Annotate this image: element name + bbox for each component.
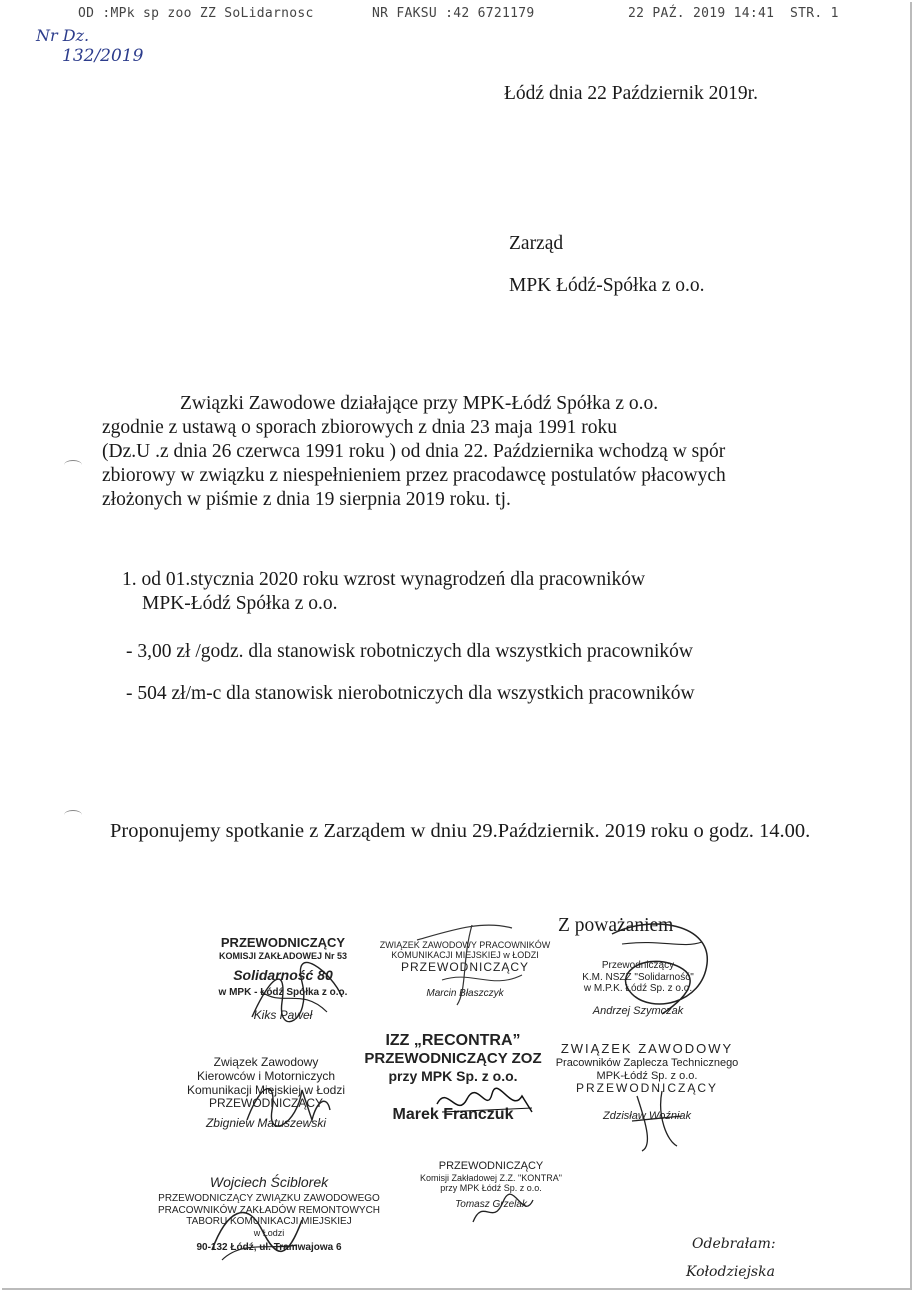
stamp-line: w Łodzi xyxy=(253,1227,285,1238)
registry-note-label: Nr Dz. xyxy=(36,26,90,45)
fax-number: NR FAKSU :42 6721179 xyxy=(372,6,535,21)
stamp-line: 90-132 Łódź, ul. Tramwajowa 6 xyxy=(196,1241,342,1253)
closing-phrase: Z poważaniem xyxy=(558,915,674,936)
stamp-line: w MPK - Łódź Spółka z o.o. xyxy=(218,987,348,999)
stamp-line: PRZEWODNICZĄCY xyxy=(220,935,346,950)
fax-page: STR. 1 xyxy=(790,6,839,21)
body-line-5: złożonych w piśmie z dnia 19 sierpnia 2019 roku. tj. xyxy=(102,489,511,510)
stamp-name: Wojciech Ściblorek xyxy=(209,1174,329,1190)
stamp-name: Marcin Błaszczyk xyxy=(426,988,504,1000)
stamp-line: PRZEWODNICZĄCY xyxy=(209,1096,323,1111)
punch-hole-mark xyxy=(64,810,82,820)
signature-scribble xyxy=(592,914,722,1024)
stamp-line: KOMUNIKACJI MIEJSKIEJ w ŁODZI xyxy=(391,950,539,961)
demand-sub-1: - 3,00 zł /godz. dla stanowisk robotniczych dla wszystkich pracowników xyxy=(126,641,693,662)
stamp-line: PRZEWODNICZĄCY ZWIĄZKU ZAWODOWEGO xyxy=(158,1193,380,1205)
demand-sub-2: - 504 zł/m-c dla stanowisk nierobotniczych dla wszystkich pracowników xyxy=(126,683,695,704)
stamp-line: Kierowców i Motorniczych xyxy=(196,1068,336,1083)
stamp-line: Związek Zawodowy xyxy=(213,1055,319,1069)
stamp-line: ZWIĄZEK ZAWODOWY PRACOWNIKÓW xyxy=(379,940,551,950)
place-date: Łódź dnia 22 Październik 2019r. xyxy=(504,83,758,104)
signature-scribble xyxy=(242,1080,332,1130)
stamp-line: IZZ „RECONTRA” xyxy=(385,1032,521,1049)
stamp-line: przy MPK Łódź Sp. z o.o. xyxy=(440,1182,542,1193)
stamp-name: Zbigniew Matuszewski xyxy=(205,1116,327,1131)
stamp-line: MPK-Łódź Sp. z o.o. xyxy=(596,1069,698,1082)
body-line-2: zgodnie z ustawą o sporach zbiorowych z dnia 23 maja 1991 roku xyxy=(102,417,617,438)
signature-scribble xyxy=(432,1084,542,1124)
registry-note-number: 132/2019 xyxy=(62,46,144,66)
stamp-line: Solidarność 80 xyxy=(233,967,333,984)
demand-item-1: 1. od 01.stycznia 2020 roku wzrost wynagrodzeń dla pracowników xyxy=(122,569,646,590)
signature-scribble xyxy=(242,962,352,1032)
stamp-line: PRZEWODNICZĄCY xyxy=(576,1081,718,1096)
recipient-line-2: MPK Łódź-Spółka z o.o. xyxy=(509,275,705,296)
fax-timestamp: 22 PAŹ. 2019 14:41 xyxy=(628,6,775,21)
stamp-line: PRZEWODNICZĄCY xyxy=(401,959,529,974)
stamp-line: PRZEWODNICZĄCY xyxy=(438,1160,544,1172)
body-line-4: zbiorowy w związku z niespełnieniem przez pracodawcę postulatów płacowych xyxy=(102,465,726,486)
stamp-name: Marek Franczuk xyxy=(392,1105,514,1123)
stamp-line: w M.P.K. Łódź Sp. z o.o. xyxy=(583,983,693,994)
body-line-3: (Dz.U .z dnia 26 czerwca 1991 roku ) od dnia 22. Października wchodzą w spór xyxy=(102,441,726,462)
stamp-line: PRACOWNIKÓW ZAKŁADÓW REMONTOWYCH xyxy=(157,1204,381,1216)
signature-scribble xyxy=(412,920,542,1010)
stamp-line: Komunikacji Miejskiej w Łodzi xyxy=(186,1082,346,1097)
stamp-line: TABORU KOMUNIKACJI MIEJSKIEJ xyxy=(186,1216,352,1228)
body-line-1: Związki Zawodowe działające przy MPK-Łódź Spółka z o.o. xyxy=(180,393,659,414)
stamp-line: KOMISJI ZAKŁADOWEJ Nr 53 xyxy=(218,950,348,961)
stamp-line: K.M. NSZZ "Solidarność" xyxy=(582,971,694,983)
stamp-name: Tomasz Grzelak xyxy=(455,1199,527,1211)
received-note-label: Odebrałam: xyxy=(692,1236,776,1252)
received-note-signature: Kołodziejska xyxy=(686,1264,775,1280)
stamp-line: Przewodniczący xyxy=(601,960,675,971)
stamp-line: Pracowników Zaplecza Technicznego xyxy=(555,1056,739,1069)
stamp-line: Komisji Zakładowej Z.Z. "KONTRA" xyxy=(420,1172,562,1183)
meeting-proposal: Proponujemy spotkanie z Zarządem w dniu 29.Październik. 2019 roku o godz. 14.00. xyxy=(110,820,811,842)
stamp-line: przy MPK Sp. z o.o. xyxy=(388,1067,518,1084)
document-page xyxy=(2,2,912,1290)
stamp-name: Zdzisław Woźniak xyxy=(602,1110,692,1123)
signature-scribble xyxy=(202,1200,312,1270)
punch-hole-mark xyxy=(64,460,82,470)
fax-sender: OD :MPk sp zoo ZZ SoLidarnosc xyxy=(78,6,314,21)
stamp-line: PRZEWODNICZĄCY ZOZ xyxy=(364,1050,542,1068)
signature-scribble xyxy=(468,1192,538,1232)
stamp-name: Andrzej Szymczak xyxy=(592,1004,684,1017)
recipient-line-1: Zarząd xyxy=(509,233,564,254)
signature-scribble xyxy=(622,1086,692,1156)
stamp-line: ZWIĄZEK ZAWODOWY xyxy=(560,1041,734,1056)
stamp-name: Kiks Paweł xyxy=(253,1007,313,1022)
demand-item-1-cont: MPK-Łódź Spółka z o.o. xyxy=(142,593,338,614)
